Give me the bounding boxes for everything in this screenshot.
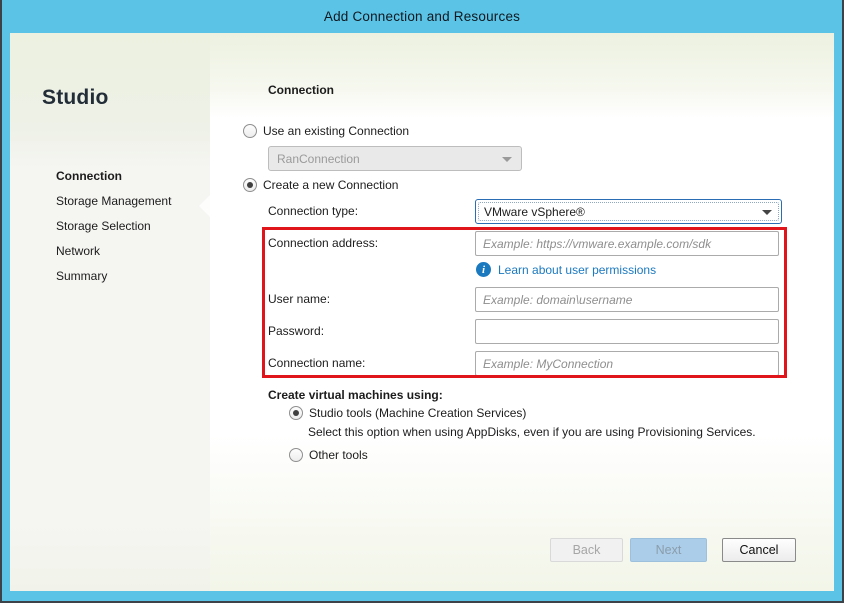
wizard-sidebar — [10, 33, 210, 591]
studio-tools-radio-row — [289, 406, 526, 420]
studio-tools-note: Select this option when using AppDisks, even if you are using Provisioning Services. — [308, 425, 756, 439]
window-title: Add Connection and Resources — [323, 9, 521, 24]
cancel-button[interactable]: Cancel — [722, 538, 796, 562]
title-bar — [2, 0, 842, 33]
wizard-steps — [10, 164, 210, 289]
password-label: Password: — [268, 324, 325, 338]
connection-type-label: Connection type: — [268, 204, 359, 218]
connection-type-select-value: VMware vSphere® — [484, 204, 585, 219]
info-icon: i — [476, 262, 491, 277]
studio-logo: Studio — [42, 86, 109, 109]
existing-connection-radio-label: Use an existing Connection — [263, 124, 410, 138]
other-tools-radio-row — [289, 448, 368, 462]
studio-tools-radio-label: Studio tools (Machine Creation Services) — [309, 406, 527, 420]
connection-address-label: Connection address: — [268, 236, 379, 250]
permissions-link-row — [476, 262, 656, 277]
new-connection-radio-label: Create a new Connection — [263, 178, 399, 192]
existing-connection-select[interactable] — [268, 146, 522, 171]
password-input[interactable] — [475, 319, 779, 344]
other-tools-radio-label: Other tools — [309, 448, 368, 462]
connection-address-input[interactable] — [475, 231, 779, 256]
new-connection-radio-row — [243, 178, 398, 192]
learn-permissions-link[interactable]: Learn about user permissions — [498, 262, 657, 277]
section-title: Connection — [268, 83, 334, 97]
user-name-label: User name: — [268, 292, 331, 306]
back-button[interactable]: Back — [550, 538, 623, 562]
sidebar-item-storage-management[interactable]: Storage Management — [56, 194, 172, 208]
wizard-content — [210, 33, 834, 591]
chevron-down-icon — [502, 157, 512, 162]
create-vm-using-label: Create virtual machines using: — [268, 388, 443, 402]
user-name-input[interactable] — [475, 287, 779, 312]
next-button[interactable]: Next — [630, 538, 707, 562]
existing-connection-radio[interactable] — [243, 124, 257, 138]
connection-name-label: Connection name: — [268, 356, 366, 370]
studio-tools-radio[interactable] — [289, 406, 303, 420]
sidebar-item-connection[interactable]: Connection — [56, 169, 122, 183]
current-step-pointer-icon — [199, 195, 210, 217]
new-connection-radio[interactable] — [243, 178, 257, 192]
other-tools-radio[interactable] — [289, 448, 303, 462]
sidebar-item-storage-selection[interactable]: Storage Selection — [56, 219, 151, 233]
connection-name-input[interactable] — [475, 351, 779, 376]
sidebar-item-network[interactable]: Network — [56, 244, 101, 258]
chevron-down-icon — [762, 210, 772, 215]
dialog-body — [10, 33, 834, 591]
connection-type-select[interactable] — [475, 199, 782, 224]
sidebar-item-summary[interactable]: Summary — [56, 269, 108, 283]
existing-connection-radio-row — [243, 124, 409, 138]
existing-connection-select-value: RanConnection — [277, 151, 360, 166]
